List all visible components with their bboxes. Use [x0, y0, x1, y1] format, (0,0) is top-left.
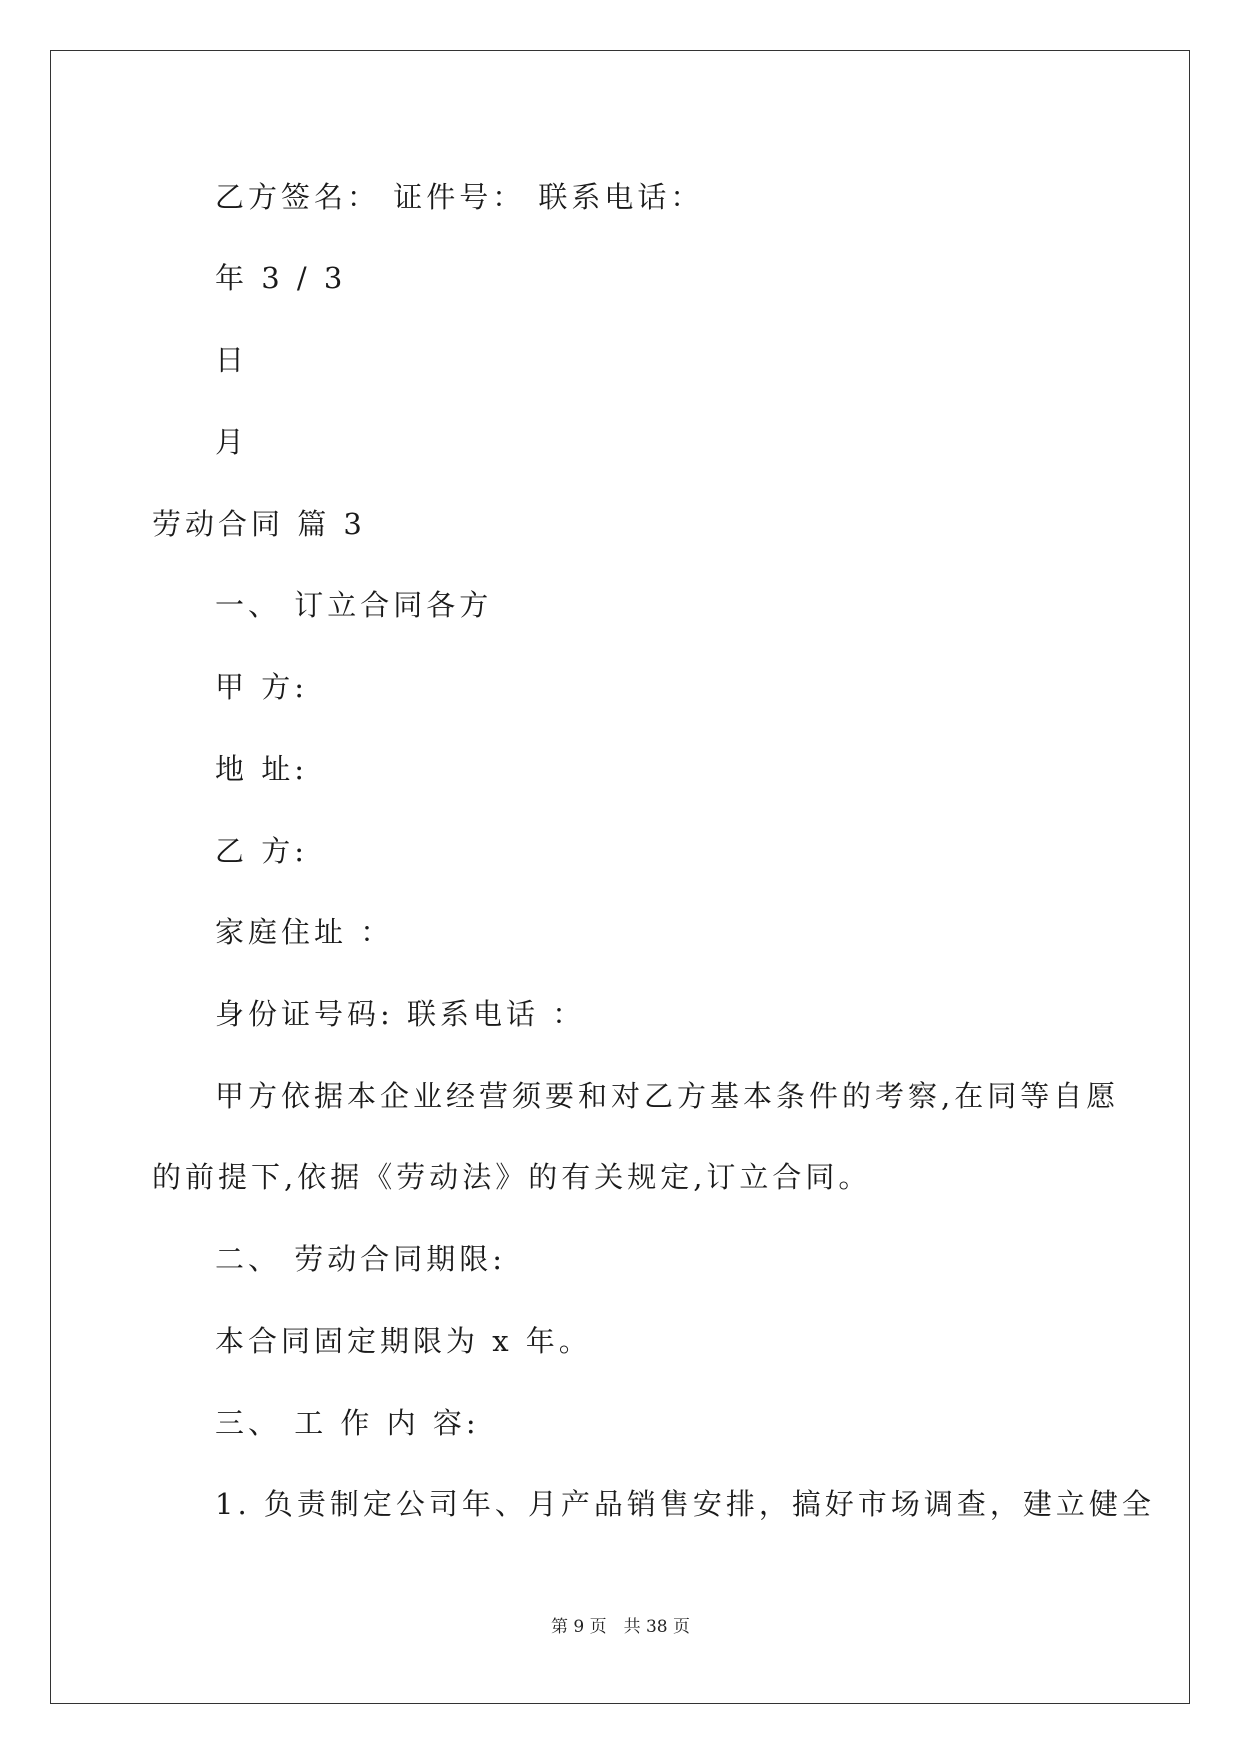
month-line: 月: [215, 425, 249, 459]
address-field: 地 址:: [215, 752, 308, 786]
clause-heading-parties: 一、 订立合同各方: [215, 588, 493, 622]
section-title: 劳动合同 篇 3: [152, 507, 366, 541]
page-number: 第 9 页 共 38 页: [550, 1617, 691, 1637]
home-address-field: 家庭住址 ：: [215, 915, 394, 949]
body-paragraph-line-2: 的前提下,依据《劳动法》的有关规定,订立合同。: [152, 1160, 872, 1194]
party-b-field: 乙 方:: [215, 834, 308, 868]
clause-heading-term: 二、 劳动合同期限:: [215, 1242, 506, 1276]
page-border: [50, 50, 1190, 1704]
signature-line: 乙方签名： 证件号： 联系电话：: [215, 180, 704, 214]
year-line: 年 3 / 3: [215, 261, 347, 295]
clause-heading-duties: 三、 工 作 内 容:: [215, 1406, 480, 1440]
duty-item-1: 1. 负责制定公司年、月产品销售安排，搞好市场调查，建立健全: [215, 1487, 1155, 1521]
term-text: 本合同固定期限为 x 年。: [215, 1324, 592, 1358]
id-phone-field: 身份证号码: 联系电话 ：: [215, 997, 586, 1031]
body-paragraph-line-1: 甲方依据本企业经营须要和对乙方基本条件的考察,在同等自愿: [215, 1079, 1120, 1113]
party-a-field: 甲 方:: [215, 670, 308, 704]
day-line: 日: [215, 343, 249, 377]
